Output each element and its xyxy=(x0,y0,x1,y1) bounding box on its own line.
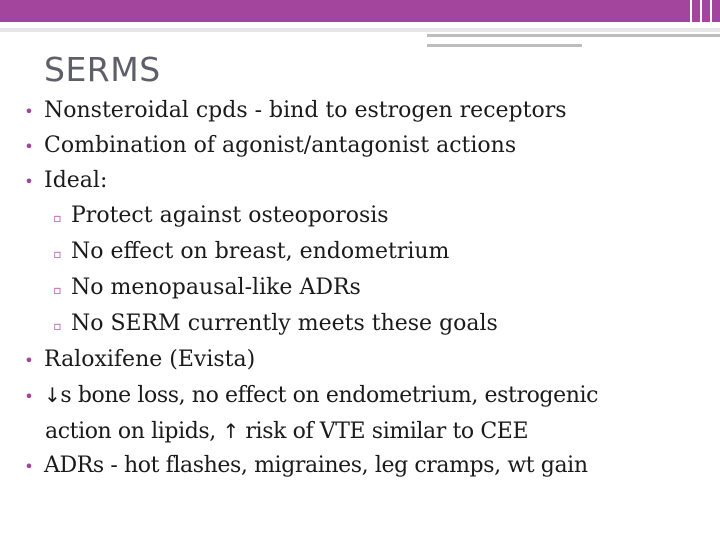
decorative-rule xyxy=(0,28,720,32)
bullet-text xyxy=(45,414,528,449)
up-arrow-icon: ↑ xyxy=(222,419,239,443)
slide-title: SERMS xyxy=(44,50,161,89)
bullet-text xyxy=(44,378,598,413)
bullet-item xyxy=(14,449,704,484)
square-bullet-icon: ▫ xyxy=(53,283,62,297)
bullet-text-part: risk of VTE similar to CEE xyxy=(238,419,529,444)
bullet-item xyxy=(14,343,704,378)
sub-bullet-text: No menopausal-like ADRs xyxy=(71,275,361,300)
bullet-item xyxy=(14,164,704,199)
sub-bullet-text: No SERM currently meets these goals xyxy=(71,311,498,336)
bullet-continuation xyxy=(14,414,704,449)
bullet-item xyxy=(14,129,704,164)
bullet-text: ADRs - hot flashes, migraines, leg cramps, wt gain xyxy=(44,453,588,478)
bullet-list xyxy=(14,94,704,484)
bullet-icon: • xyxy=(24,457,34,476)
decorative-rule xyxy=(427,44,582,47)
header-band-stripe xyxy=(690,0,692,22)
bullet-text: Raloxifene (Evista) xyxy=(44,347,256,372)
bullet-text: Combination of agonist/antagonist actions xyxy=(44,133,517,158)
sub-bullet-text: No effect on breast, endometrium xyxy=(71,239,450,264)
bullet-text: Nonsteroidal cpds - bind to estrogen receptors xyxy=(44,98,567,123)
sub-bullet-item xyxy=(14,307,704,343)
sub-bullet-item xyxy=(14,271,704,307)
bullet-icon: • xyxy=(24,102,34,121)
bullet-icon: • xyxy=(24,351,34,370)
header-band-stripe xyxy=(710,0,712,22)
bullet-icon: • xyxy=(24,172,34,191)
header-band xyxy=(0,0,720,22)
sub-bullet-item xyxy=(14,235,704,271)
bullet-item xyxy=(14,94,704,129)
bullet-icon: • xyxy=(24,137,34,156)
square-bullet-icon: ▫ xyxy=(53,247,62,261)
header-band-stripe xyxy=(700,0,702,22)
down-arrow-icon: ↓ xyxy=(44,383,61,407)
decorative-rule xyxy=(427,34,720,37)
bullet-icon: • xyxy=(24,387,34,406)
sub-bullet-item xyxy=(14,199,704,235)
bullet-text: Ideal: xyxy=(44,168,108,193)
sub-bullet-text: Protect against osteoporosis xyxy=(71,203,389,228)
bullet-item xyxy=(14,378,704,414)
square-bullet-icon: ▫ xyxy=(53,319,62,333)
bullet-text-part: s bone loss, no effect on endometrium, estrogenic xyxy=(60,383,599,408)
bullet-text-part: action on lipids, xyxy=(45,419,223,444)
square-bullet-icon: ▫ xyxy=(53,211,62,225)
